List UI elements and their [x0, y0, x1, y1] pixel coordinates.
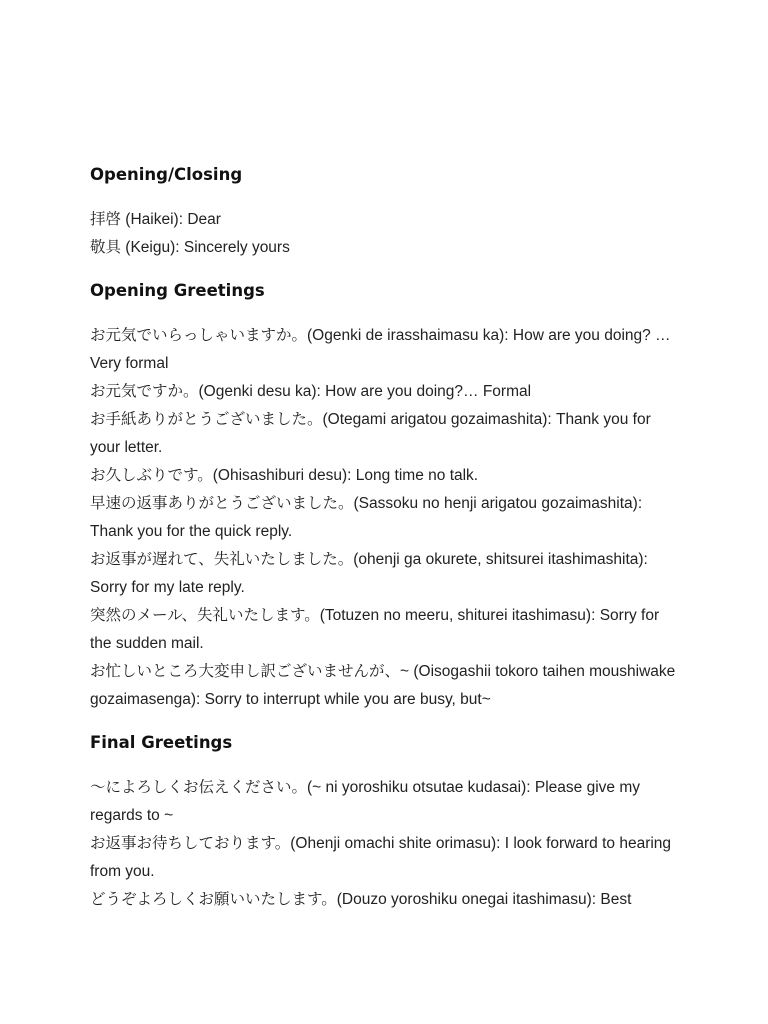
section-opening-greetings: [90, 276, 680, 714]
document-page: [90, 160, 680, 928]
section-opening-closing: [90, 160, 680, 262]
phrase-item: お返事お待ちしております。(Ohenji omachi shite orimasu): I look forward to hearing from you.: [90, 835, 672, 880]
section-final-greetings: [90, 728, 680, 914]
phrase-list: [90, 322, 680, 714]
phrase-item: 敬具 (Keigu): Sincerely yours: [90, 239, 290, 256]
phrase-item: 〜によろしくお伝えください。(~ ni yoroshiku otsutae kudasai): Please give my regards to ~: [90, 779, 640, 824]
phrase-item: 早速の返事ありがとうございました。(Sassoku no henji arigatou gozaimashita): Thank you for the quick reply.: [90, 495, 643, 540]
phrase-list: [90, 774, 680, 914]
phrase-item: お元気ですか。(Ogenki desu ka): How are you doing?… Formal: [90, 383, 532, 400]
section-heading: Opening Greetings: [90, 281, 265, 300]
phrase-item: どうぞよろしくお願いいたします。(Douzo yoroshiku onegai itashimasu): Best: [90, 891, 632, 908]
phrase-item: お久しぶりです。(Ohisashiburi desu): Long time no talk.: [90, 467, 479, 484]
section-heading: Final Greetings: [90, 733, 233, 752]
phrase-item: 拝啓 (Haikei): Dear: [90, 211, 221, 228]
phrase-item: お手紙ありがとうございました。(Otegami arigatou gozaimashita): Thank you for your letter.: [90, 411, 651, 456]
phrase-item: お元気でいらっしゃいますか。(Ogenki de irasshaimasu ka): How are you doing? … Very formal: [90, 327, 671, 372]
section-heading: Opening/Closing: [90, 165, 243, 184]
phrase-item: 突然のメール、失礼いたします。(Totuzen no meeru, shiturei itashimasu): Sorry for the sudden mail.: [90, 607, 660, 652]
phrase-list: [90, 206, 680, 262]
phrase-item: お忙しいところ大変申し訳ございませんが、~ (Oisogashii tokoro taihen moushiwake gozaimasenga): Sorry to interrupt while you are busy, but~: [90, 663, 676, 708]
phrase-item: お返事が遅れて、失礼いたしました。(ohenji ga okurete, shitsurei itashimashita): Sorry for my late reply.: [90, 551, 648, 596]
